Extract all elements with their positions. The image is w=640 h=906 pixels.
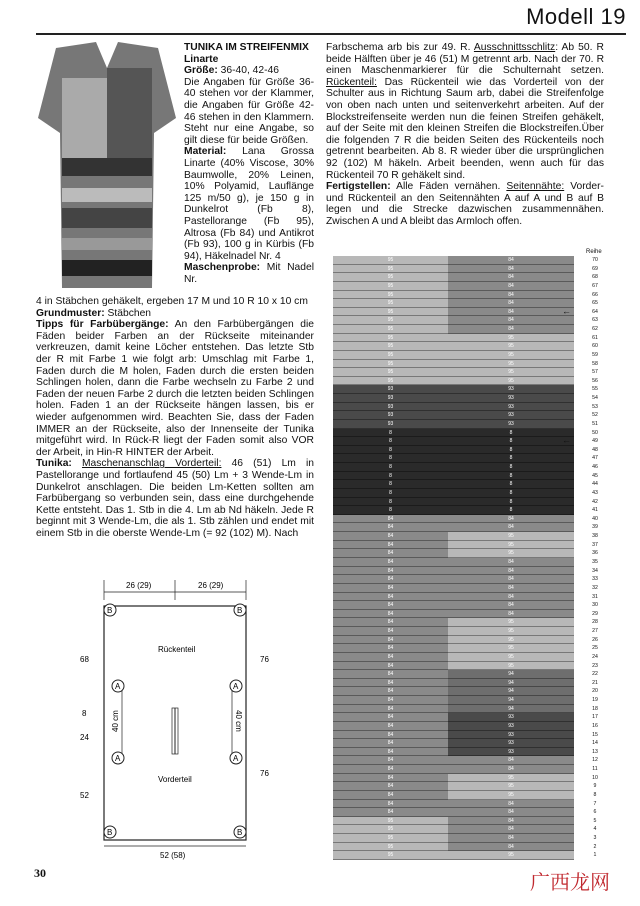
stripe-cell-left: 84 — [333, 627, 448, 636]
dim-left-52: 52 — [80, 791, 89, 800]
stripe-cell-left: 84 — [333, 618, 448, 627]
stripe-cell-left: 95 — [333, 334, 448, 343]
marker-b-bl: B — [107, 828, 113, 837]
row-number: 60 — [592, 343, 598, 350]
row-number: 55 — [592, 386, 598, 393]
front-label: Vorderteil — [158, 775, 192, 784]
row-number: 62 — [592, 326, 598, 333]
stripe-cell-left: 84 — [333, 558, 448, 567]
stripe-cell-left: 8 — [333, 437, 448, 446]
stripe-cell-right: 93 — [448, 385, 574, 394]
stripe-cell-left: 95 — [333, 291, 448, 300]
stripe-cell-right: 94 — [448, 687, 574, 696]
stripe-cell-right: 84 — [448, 843, 574, 852]
stripe-cell-right: 8 — [448, 480, 574, 489]
stripe-cell-left: 84 — [333, 575, 448, 584]
stripe-cell-left: 8 — [333, 463, 448, 472]
stripe-cell-right: 94 — [448, 679, 574, 688]
stripe-cell-left: 84 — [333, 731, 448, 740]
row-number: 41 — [592, 507, 598, 514]
row-number: 20 — [592, 688, 598, 695]
stripe-cell-right: 94 — [448, 696, 574, 705]
stripe-cell-left: 95 — [333, 308, 448, 317]
stripe-cell-right: 84 — [448, 567, 574, 576]
row-number: 51 — [592, 420, 598, 427]
chart-header: Reihe — [586, 249, 602, 255]
stripe-cell-right: 84 — [448, 515, 574, 524]
stripe-cell-right: 8 — [448, 454, 574, 463]
stripe-cell-left: 84 — [333, 584, 448, 593]
size-note: Die Angaben für Größe 36-40 stehen vor der Klammer, die Angaben für Größe 42-46 stehen in den Klammern. Steht nur eine Angabe, so gilt diese für beide Größen. — [184, 76, 314, 146]
stripe-cell-left: 95 — [333, 377, 448, 386]
row-number: 27 — [592, 628, 598, 635]
row-number: 37 — [592, 541, 598, 548]
stripe-cell-right: 95 — [448, 360, 574, 369]
marker-b-tl: B — [107, 606, 113, 615]
stripe-cell-right: 84 — [448, 825, 574, 834]
row-number: 2 — [593, 843, 597, 850]
stripe-cell-left: 95 — [333, 843, 448, 852]
stripe-cell-right: 84 — [448, 800, 574, 809]
stripe-cell-left: 95 — [333, 325, 448, 334]
stripe-cell-right: 95 — [448, 791, 574, 800]
row-number: 66 — [592, 291, 598, 298]
stripe-cell-right: 95 — [448, 532, 574, 541]
stripe-cell-left: 95 — [333, 299, 448, 308]
gauge-cont: 4 in Stäbchen gehäkelt, ergeben 17 M und 10 R 10 x 10 cm — [36, 296, 308, 307]
stripe-cell-right: 95 — [448, 851, 574, 860]
right-text-column — [326, 42, 604, 228]
stripe-cell-left: 95 — [333, 368, 448, 377]
stripe-cell-right: 93 — [448, 411, 574, 420]
stripe-cell-left: 84 — [333, 705, 448, 714]
stripe-cell-left: 84 — [333, 601, 448, 610]
stripe-cell-right: 94 — [448, 705, 574, 714]
stripe-cell-left: 8 — [333, 480, 448, 489]
stripe-cell-left: 84 — [333, 739, 448, 748]
dim-top-right: 26 (29) — [198, 581, 224, 590]
stripe-cell-right: 84 — [448, 523, 574, 532]
stripe-cell-right: 84 — [448, 808, 574, 817]
stripe-cell-left: 95 — [333, 273, 448, 282]
stripe-cell-right: 8 — [448, 506, 574, 515]
stripe-cell-right: 93 — [448, 420, 574, 429]
stripe-cell-right: 95 — [448, 368, 574, 377]
stripe-cell-left: 8 — [333, 506, 448, 515]
stripe-cell-left: 95 — [333, 351, 448, 360]
intro-column — [184, 42, 314, 285]
stripe-cell-right: 84 — [448, 256, 574, 265]
stripe-cell-left: 84 — [333, 696, 448, 705]
heading: TUNIKA IM STREIFENMIX — [184, 42, 309, 53]
stripe-cell-right: 95 — [448, 541, 574, 550]
stripe-cell-right: 95 — [448, 377, 574, 386]
p1: Farbschema arb bis zur 49. R. — [326, 42, 474, 53]
stripe-cell-left: 95 — [333, 817, 448, 826]
row-number: 70 — [592, 257, 598, 263]
stripe-cell-right: 93 — [448, 731, 574, 740]
stripe-cell-left: 93 — [333, 394, 448, 403]
row-number: 40 — [592, 515, 598, 522]
stripe-cell-left: 84 — [333, 593, 448, 602]
stripe-cell-right: 95 — [448, 342, 574, 351]
stripe-cell-right: 93 — [448, 403, 574, 412]
marker-a-tl: A — [115, 682, 121, 691]
stripe-cell-right: 8 — [448, 463, 574, 472]
material-text: Lana Grossa Linarte (40% Viscose, 30% Baumwolle, 20% Leinen, 10% Polyamid, Lauflänge 125 m/50 g), je 150 g in Dunkelrot (Fb 8), Pastellorange (Fb 95), Altrosa (Fb 84) und Antikrot (Fb 93), 100 g in Kürbis (Fb 94), Häkelnadel Nr. 4 — [184, 146, 314, 262]
brand: Linarte — [184, 53, 219, 65]
row-number: 43 — [592, 489, 598, 496]
dim-left-24: 24 — [80, 733, 89, 742]
row-number: 17 — [592, 714, 598, 721]
dim-bottom: 52 (58) — [160, 851, 186, 860]
stripe-cell-right: 8 — [448, 429, 574, 438]
stripe-cell-right: 93 — [448, 722, 574, 731]
finish-text: Alle Fäden vernähen. — [390, 181, 507, 193]
stripe-cell-left: 84 — [333, 532, 448, 541]
dim-right-76a: 76 — [260, 655, 269, 664]
row-number: 31 — [592, 593, 598, 600]
back-label: Rückenteil: — [326, 76, 377, 88]
stripe-cell-right: 84 — [448, 575, 574, 584]
stripe-cell-right: 8 — [448, 489, 574, 498]
row-number: 13 — [592, 748, 598, 755]
stripe-cell-left: 8 — [333, 446, 448, 455]
stripe-cell-left: 84 — [333, 713, 448, 722]
inner-right: 40 cm — [234, 710, 243, 732]
tunic-photo-icon — [36, 38, 178, 294]
stripe-cell-left: 8 — [333, 498, 448, 507]
stripe-cell-right: 8 — [448, 472, 574, 481]
row-number: 46 — [592, 464, 598, 471]
row-number: 29 — [592, 610, 598, 617]
dim-right-76b: 76 — [260, 769, 269, 778]
stripe-cell-left: 93 — [333, 411, 448, 420]
stripe-cell-left: 95 — [333, 825, 448, 834]
tunic-text: 46 (51) Lm in Pastellorange und fortlaufend 45 (50) Lm + 3 Wende-Lm in Dunkelrot anschlagen. Die beiden Lm-Ketten sollten am Farbübergang so verbunden sein, dass eine durchgehende Kette entsteht. Das 1. Stb in die 4. Lm ab Nd häkeln. Jede R beginnt mit 3 Wende-Lm, die als 1. Stb zählen und endet mit einem Stb in die oberste Wende-Lm (= 92 (102) M). Nach — [36, 458, 314, 539]
stripe-cell-right: 84 — [448, 756, 574, 765]
stripe-cell-left: 84 — [333, 549, 448, 558]
marker-a-br: A — [233, 754, 239, 763]
stripe-cell-left: 84 — [333, 662, 448, 671]
row-number: 69 — [592, 265, 598, 272]
row-number: 38 — [592, 533, 598, 540]
stripe-cell-left: 95 — [333, 265, 448, 274]
row-number: 32 — [592, 584, 598, 591]
stripe-cell-right: 84 — [448, 817, 574, 826]
finish-label: Fertigstellen: — [326, 181, 391, 193]
row-number: 33 — [592, 576, 598, 583]
marker-a-bl: A — [115, 754, 121, 763]
row-number: 16 — [592, 722, 598, 729]
stripe-cell-left: 84 — [333, 765, 448, 774]
row-number: 19 — [592, 697, 598, 704]
stripe-cell-left: 84 — [333, 808, 448, 817]
stripe-cell-left: 84 — [333, 679, 448, 688]
instructions-column — [36, 296, 314, 539]
stripe-cell-left: 8 — [333, 472, 448, 481]
row-number: 1 — [593, 852, 597, 859]
stripe-cell-right: 95 — [448, 334, 574, 343]
title-rule — [36, 33, 626, 35]
marker-b-br: B — [237, 828, 243, 837]
stripe-cell-right: 95 — [448, 644, 574, 653]
row-number: 3 — [593, 835, 597, 842]
marker-b-tr: B — [237, 606, 243, 615]
stripe-chart — [333, 256, 574, 860]
stripe-cell-right: 93 — [448, 748, 574, 757]
stripe-cell-left: 95 — [333, 851, 448, 860]
row-number: 54 — [592, 395, 598, 402]
stripe-cell-left: 8 — [333, 429, 448, 438]
row-number: 61 — [592, 334, 598, 341]
stripe-cell-right: 8 — [448, 498, 574, 507]
stripe-cell-right: 94 — [448, 670, 574, 679]
size-text: 36-40, 42-46 — [217, 65, 280, 77]
page-number: 30 — [34, 866, 46, 880]
row-number: 34 — [592, 567, 598, 574]
p1b: : Ab 50. R beide Hälften über je 46 (51) M getrennt arb. Nach der 70. R einen Maschenmarkierer für die Schulternaht setzen. — [326, 42, 604, 77]
row-number: 28 — [592, 619, 598, 626]
row-number: 25 — [592, 645, 598, 652]
stripe-cell-left: 84 — [333, 567, 448, 576]
stripe-cell-right: 95 — [448, 351, 574, 360]
row-number: 36 — [592, 550, 598, 557]
watermark-logo: 广西龙网 — [530, 870, 610, 894]
stripe-cell-left: 84 — [333, 756, 448, 765]
row-number: 8 — [593, 791, 597, 798]
material-label: Material: — [184, 146, 227, 158]
stripe-cell-right: 95 — [448, 653, 574, 662]
stripe-cell-right: 84 — [448, 601, 574, 610]
row-number: 45 — [592, 472, 598, 479]
stripe-cell-left: 84 — [333, 541, 448, 550]
stripe-cell-left: 84 — [333, 644, 448, 653]
stripe-cell-left: 93 — [333, 420, 448, 429]
stripe-cell-left: 95 — [333, 316, 448, 325]
dim-left-68: 68 — [80, 655, 89, 664]
row-number: 9 — [593, 783, 597, 790]
stripe-cell-right: 95 — [448, 782, 574, 791]
stripe-cell-left: 84 — [333, 523, 448, 532]
stripe-cell-right: 95 — [448, 774, 574, 783]
row-number: 52 — [592, 412, 598, 419]
row-number: 64 — [592, 308, 598, 315]
stripe-cell-right: 84 — [448, 282, 574, 291]
stripe-cell-left: 95 — [333, 360, 448, 369]
stripe-cell-right: 84 — [448, 558, 574, 567]
seams-text: Vorder- und Rückenteil an den Seitennähten A auf A und B auf B legen und die Strecke dazwischen zusammennähen. Zwischen A und A bleibt das Armloch offen. — [326, 181, 604, 227]
row-number: 21 — [592, 679, 598, 686]
stripe-cell-right: 95 — [448, 618, 574, 627]
stripe-cell-left: 95 — [333, 256, 448, 265]
stripe-cell-right: 8 — [448, 446, 574, 455]
dim-left-8: 8 — [82, 709, 87, 718]
gauge-label: Maschenprobe: — [184, 262, 261, 274]
tunic-label: Tunika: — [36, 458, 72, 470]
row-number: 53 — [592, 403, 598, 410]
row-number: 12 — [592, 757, 598, 764]
row-number: 35 — [592, 559, 598, 565]
row-number: 68 — [592, 274, 598, 281]
seams-label: Seitennähte: — [506, 181, 565, 193]
row-number: 10 — [592, 774, 598, 781]
stripe-cell-left: 84 — [333, 670, 448, 679]
stripe-cell-left: 84 — [333, 748, 448, 757]
stripe-cell-right: 84 — [448, 265, 574, 274]
row-number: 57 — [592, 369, 598, 376]
row-number: 39 — [592, 524, 598, 531]
stripe-cell-left: 84 — [333, 610, 448, 619]
stripe-cell-left: 95 — [333, 342, 448, 351]
row-number: 50 — [592, 429, 598, 436]
stripe-cell-left: 84 — [333, 636, 448, 645]
row-number: 47 — [592, 455, 598, 462]
stripe-cell-right: 84 — [448, 765, 574, 774]
stripe-cell-left: 84 — [333, 800, 448, 809]
stripe-cell-left: 95 — [333, 282, 448, 291]
row-number: 30 — [592, 602, 598, 609]
row-number: 14 — [592, 740, 598, 747]
row-arrow-icon: ← — [562, 305, 571, 316]
row-number: 22 — [592, 671, 598, 678]
stripe-cell-left: 84 — [333, 774, 448, 783]
row-number: 5 — [593, 817, 597, 824]
row-number: 4 — [593, 826, 597, 833]
tunic-sub: Maschenanschlag Vorderteil: — [81, 458, 222, 470]
stripe-cell-right: 95 — [448, 627, 574, 636]
row-number: 49 — [592, 438, 598, 445]
row-number: 59 — [592, 351, 598, 358]
row-number: 63 — [592, 317, 598, 324]
row-number: 56 — [592, 377, 598, 384]
stripe-cell-left: 84 — [333, 687, 448, 696]
gauge-text: Mit Nadel Nr. — [184, 262, 314, 285]
stripe-cell-left: 84 — [333, 653, 448, 662]
stripe-cell-left: 93 — [333, 403, 448, 412]
row-number: 18 — [592, 705, 598, 712]
stripe-cell-right: 84 — [448, 584, 574, 593]
stripe-cell-right: 84 — [448, 299, 574, 308]
stripe-cell-right: 93 — [448, 394, 574, 403]
p2: Das Rückenteil wie das Vorderteil von der Schulter aus in Richtung Saum arb, dabei die Streifenfolge von oben nach unten und seitenverkehrt arbeiten. Auf der Blockstreifenseite werden nun die feinen Streifen gehäkelt, auf der Seite mit den kleinen Streifen die Blockstreifen.Über die folgenden 7 R die beiden Seiten des Rückenteils noch getrennt bearbeiten. Ab 8. R wieder über die ursprünglichen 92 (102) M häkeln. Arbeit beenden, wenn auch für das Rückenteil 70 R gehäkelt sind. — [326, 76, 604, 181]
stripe-cell-right: 93 — [448, 713, 574, 722]
stripe-cell-right: 84 — [448, 834, 574, 843]
stripe-cell-right: 84 — [448, 593, 574, 602]
row-number: 7 — [593, 800, 597, 807]
row-number: 23 — [592, 662, 598, 669]
stripe-cell-left: 93 — [333, 385, 448, 394]
tunic-schematic — [70, 570, 310, 862]
tips-label: Tipps für Farbübergänge: — [36, 319, 169, 331]
slit-label: Ausschnittsschlitz — [473, 42, 556, 53]
pattern-label: Grundmuster: — [36, 307, 105, 319]
row-number: 6 — [593, 809, 597, 816]
row-number: 48 — [592, 446, 598, 453]
row-number: 67 — [592, 282, 598, 289]
marker-a-tr: A — [233, 682, 239, 691]
stripe-cell-right: 84 — [448, 325, 574, 334]
inner-left: 40 cm — [111, 710, 120, 732]
row-number: 44 — [592, 481, 598, 488]
stripe-cell-right: 84 — [448, 273, 574, 282]
stripe-cell-right: 95 — [448, 549, 574, 558]
row-number: 26 — [592, 636, 598, 643]
stripe-cell-right: 84 — [448, 316, 574, 325]
stripe-cell-left: 8 — [333, 454, 448, 463]
stripe-cell-right: 8 — [448, 437, 574, 446]
row-number: 24 — [592, 653, 598, 660]
stripe-cell-left: 84 — [333, 791, 448, 800]
stripe-cell-left: 84 — [333, 515, 448, 524]
row-arrow-icon: ← — [562, 435, 571, 446]
row-number: 11 — [592, 766, 598, 773]
stripe-cell-left: 95 — [333, 834, 448, 843]
stripe-cell-left: 8 — [333, 489, 448, 498]
stripe-cell-right: 84 — [448, 610, 574, 619]
row-number: 42 — [592, 498, 598, 505]
row-number: 15 — [592, 731, 598, 738]
size-label: Größe: — [184, 65, 218, 77]
stripe-cell-left: 84 — [333, 722, 448, 731]
pattern-text: Stäbchen — [104, 307, 152, 319]
stripe-cell-right: 84 — [448, 291, 574, 300]
stripe-cell-right: 84 — [448, 308, 574, 317]
stripe-cell-right: 95 — [448, 636, 574, 645]
dim-top-left: 26 (29) — [126, 581, 152, 590]
stripe-cell-right: 95 — [448, 662, 574, 671]
stripe-cell-left: 84 — [333, 782, 448, 791]
row-number: 65 — [592, 300, 598, 307]
page-title: Modell 19 — [526, 4, 626, 29]
row-number: 58 — [592, 360, 598, 367]
tips-text: An den Farbübergängen die Fäden beider Farben an der Rückseite miteinander verkreuzen, damit keine Löcher entstehen. Das letzte Stb der R mit Farbe 1 wie folgt arb: Umschlag mit Farbe 1, Faden durch die M holen, Faden durch die ersten beiden Schlingen holen, dann die Farbe wechseln zu Farbe 2 und Faden der neuen Farbe 2 durch die letzten beiden Schlingen holen. Faden 1 an der Rückseite hängen lassen, bis er wieder aufgenommen wird. Beachten Sie, dass der Faden IMMER an der Rückseite, also der Innenseite der Tunika mitgeführt wird. In Rück-R liegt der Faden somit also VOR der Arbeit, in Hin-R HINTER der Arbeit. — [36, 319, 314, 458]
back-label: Rückenteil — [158, 645, 196, 654]
stripe-cell-right: 93 — [448, 739, 574, 748]
